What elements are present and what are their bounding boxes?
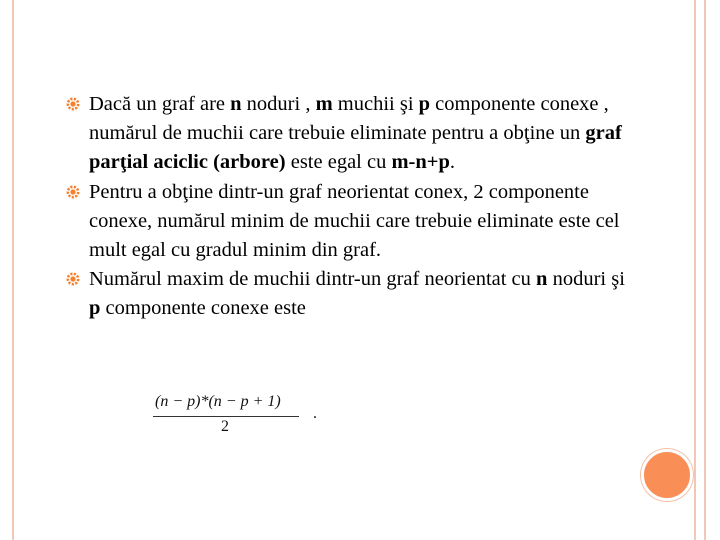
formula-numerator: (n − p)*(n − p + 1) [155,393,281,410]
slide-content [66,90,626,324]
max-edges-formula [153,393,323,443]
right-frame-line-inner [694,0,696,540]
gear-bullet-icon [66,272,80,286]
right-frame-line-outer [704,0,706,540]
gear-bullet-icon [66,97,80,111]
formula-denominator: 2 [221,418,229,435]
bullet-item-2: Pentru a obţine dintr-un graf neorientat conex, 2 componente conexe, numărul minim de muchii care trebuie eliminate este cel mult egal cu gradul minim din graf. [66,178,626,266]
bullet-item-3: Numărul maxim de muchii dintr-un graf neorientat cu n noduri şi p componente conexe este [66,265,626,323]
gear-bullet-icon [66,185,80,199]
formula-trailing-dot: . [313,405,317,422]
decorative-circle [641,449,693,501]
bullet-item-1: Dacă un graf are n noduri , m muchii şi p componente conexe , numărul de muchii care trebuie eliminate pentru a obţine un graf parţial aciclic (arbore) este egal cu m-n+p. [66,90,626,178]
fraction-bar [153,416,299,417]
left-frame-line [12,0,14,540]
